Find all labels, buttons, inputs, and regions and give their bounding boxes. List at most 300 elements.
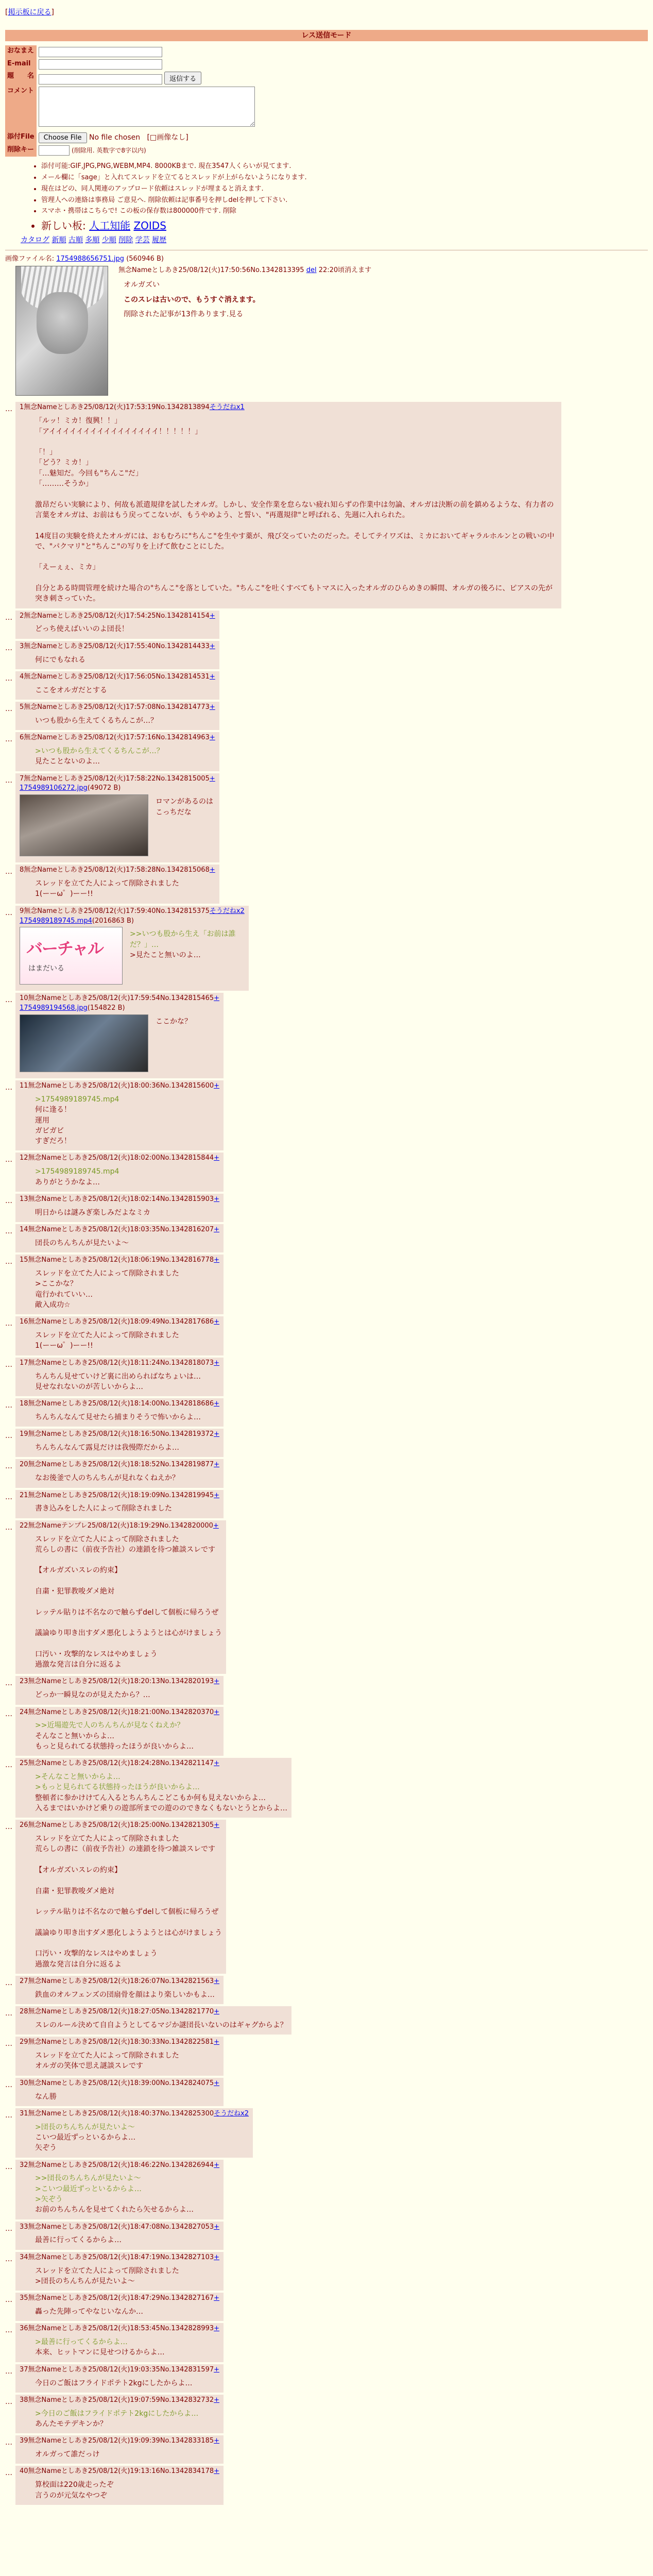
sodane-plus-link[interactable]: + <box>209 612 215 620</box>
reply-form <box>5 45 648 157</box>
reply-text: ロマンがあるのはこっちだな <box>156 798 213 817</box>
reply-indent: … <box>5 996 12 1005</box>
reply-text: >見たこと無いのよ… <box>130 951 201 960</box>
sodane-plus-link[interactable]: + <box>214 1821 220 1829</box>
reply-meta[interactable]: 無念Nameとしあき25/08/12(火)18:47:29No.1342827167 <box>28 2294 214 2302</box>
reply-number: 12 <box>20 1154 28 1162</box>
reply-meta[interactable]: 無念Nameとしあき25/08/12(火)17:58:22No.1342815005 <box>24 774 210 783</box>
reply-text: 轟った先陣ってやなじいなんか… <box>35 2308 143 2316</box>
gakugei-link[interactable]: 学芸 <box>135 236 150 245</box>
reply-header <box>20 2223 219 2232</box>
reply-indent: … <box>5 405 12 414</box>
reply-header <box>20 1195 219 1205</box>
sodane-plus-link[interactable]: + <box>214 1226 220 1234</box>
reply-post <box>15 1490 224 1518</box>
op-thumbnail-image[interactable] <box>15 266 108 396</box>
reply-post <box>15 2323 224 2362</box>
note-item: • 現在はどの、同人関連のアップロード依頼はスレッドが埋まると消えます. <box>41 184 648 194</box>
reply-number: 1 <box>20 403 24 412</box>
reply-wrapper <box>5 671 648 700</box>
reply-wrapper <box>5 1459 648 1487</box>
reply-wrapper <box>5 1255 648 1314</box>
reply-text: いつも股から生えてくるちんこが…？ <box>35 716 158 725</box>
reply-text: 明日からは謎みぎ楽しみだよなミカ <box>35 1208 150 1217</box>
reply-post <box>15 702 219 730</box>
reply-row <box>5 1707 648 1756</box>
reply-number: 38 <box>20 2396 28 2404</box>
reply-body <box>35 2409 219 2430</box>
reply-text: 書き込みをした人によって削除されました <box>35 1504 172 1513</box>
reply-header <box>20 2467 219 2477</box>
sodane-plus-link[interactable]: + <box>209 866 215 874</box>
name-input[interactable] <box>39 47 162 57</box>
reply-header <box>20 2365 219 2375</box>
reply-indent: … <box>5 1761 12 1770</box>
reply-header <box>20 1460 219 1470</box>
sodane-plus-link[interactable]: + <box>214 2365 220 2374</box>
reply-file-size: (154822 B) <box>87 1004 125 1012</box>
reply-row <box>5 2108 648 2158</box>
reply-text: ちんちんなんて露見だけは我慢際だからよ… <box>35 1444 179 1452</box>
reply-meta[interactable]: 無念Nameとしあき25/08/12(火)18:03:35No.1342816207 <box>28 1226 214 1234</box>
reply-indent: … <box>5 1227 12 1236</box>
sodane-plus-link[interactable]: + <box>214 2223 220 2231</box>
reply-text: スレッドを立てた人によって削除されました 荒らしの書に（前夜予告社）の連鎖を待つ雑談スレです 【オルガズいスレの約束】 自粛・犯罪教唆ダメ絶対 レッテル貼りは不名なので触らずdelして個板に帰ろうぜ 議論ゆり叩き出すダメ悪化しようようとは心がけましょう 口汚い・攻撃的なレスはやめましょう 過激な発言は自分に返るよ <box>35 1535 222 1669</box>
reply-row <box>5 1080 648 1150</box>
reply-wrapper <box>5 2364 648 2393</box>
sodane-plus-link[interactable]: + <box>209 734 215 742</box>
reply-wrapper <box>5 702 648 730</box>
subject-label: 題 名 <box>5 71 37 86</box>
sort-many-link[interactable]: 多順 <box>85 236 100 245</box>
reply-meta[interactable]: 無念Nameとしあき25/08/12(火)18:24:28No.1342821147 <box>28 1759 214 1768</box>
reply-wrapper <box>5 2108 648 2158</box>
sodane-plus-link[interactable]: + <box>214 1430 220 1438</box>
reply-row <box>5 2364 648 2393</box>
reply-row <box>5 865 648 903</box>
reply-file-link[interactable]: 1754989194568.jpg <box>20 1004 88 1012</box>
sodane-plus-link[interactable]: + <box>214 1195 220 1203</box>
reply-body <box>35 2449 219 2460</box>
reply-post <box>15 2293 224 2321</box>
sodane-plus-link[interactable]: + <box>214 1318 220 1326</box>
reply-post <box>15 641 219 669</box>
reply-number: 40 <box>20 2467 28 2476</box>
reply-indent: … <box>5 1401 12 1410</box>
reply-indent: … <box>5 2469 12 2478</box>
reply-body <box>35 2092 219 2102</box>
reply-indent: … <box>5 2009 12 2018</box>
reply-thumbnail-image[interactable] <box>20 794 148 856</box>
reply-text: どっか一瞬見なのが見えたから？… <box>35 1691 150 1700</box>
op-file-link[interactable]: 1754988656751.jpg <box>56 255 125 263</box>
reply-form-table <box>5 45 257 157</box>
sodane-plus-link[interactable]: + <box>214 2396 220 2404</box>
reply-meta[interactable]: 無念Nameとしあき25/08/12(火)17:53:19No.1342813894 <box>24 403 210 412</box>
reply-number: 34 <box>20 2253 28 2261</box>
reply-number: 8 <box>20 866 24 874</box>
reply-text: そんなこと無いからよ… もっと見られてる状態持ったほうが良いからよ… <box>35 1732 194 1751</box>
reply-body <box>35 1720 219 1752</box>
back-to-board-link[interactable]: 掲示板に戻る <box>8 8 51 16</box>
reply-wrapper <box>5 2078 648 2106</box>
textmode-checkbox[interactable]: [□画像なし] <box>147 133 188 142</box>
reply-meta[interactable]: 無念Nameとしあき25/08/12(火)18:11:24No.1342818073 <box>28 1359 214 1367</box>
reply-indent: … <box>5 908 12 917</box>
reply-indent: … <box>5 613 12 622</box>
reply-row <box>5 402 648 608</box>
reply-number: 15 <box>20 1256 28 1264</box>
note-item: • スマホ・携帯はこちらで! この板の保存数は800000件です. 削除 <box>41 207 648 216</box>
reply-number: 35 <box>20 2294 28 2302</box>
reply-indent: … <box>5 776 12 785</box>
sort-few-link[interactable]: 少順 <box>101 236 116 245</box>
reply-indent: … <box>5 1083 12 1092</box>
reply-meta[interactable]: 無念Nameとしあき25/08/12(火)18:21:00No.1342820370 <box>28 1708 214 1716</box>
reply-meta[interactable]: 無念Nameとしあき25/08/12(火)19:13:16No.1342834178 <box>28 2467 214 2476</box>
reply-post <box>15 1224 224 1252</box>
reply-meta[interactable]: 無念Nameとしあき25/08/12(火)19:07:59No.1342832732 <box>28 2396 214 2404</box>
reply-meta[interactable]: 無念Nameとしあき25/08/12(火)18:39:00No.1342824075 <box>28 2079 214 2087</box>
reply-wrapper <box>5 732 648 771</box>
reply-number: 14 <box>20 1226 28 1234</box>
delete-link[interactable]: 削除 <box>118 236 133 245</box>
reply-row <box>5 1316 648 1355</box>
reply-body <box>35 1238 219 1248</box>
reply-wrapper <box>5 2395 648 2433</box>
reply-meta[interactable]: 無念Nameとしあき25/08/12(火)18:16:50No.1342819372 <box>28 1430 214 1438</box>
new-board-link[interactable]: ZOIDS <box>133 219 166 232</box>
reply-meta[interactable]: 無念Nameとしあき25/08/12(火)18:20:13No.1342820193 <box>28 1677 214 1686</box>
file-status: No file chosen <box>89 133 141 142</box>
reply-wrapper <box>5 1194 648 1222</box>
reply-text: 本来、ヒットマンに見せつけるからよ… <box>35 2348 165 2357</box>
reply-text: 何に逢る！ 運用 ガビガビ すぎだろ！ <box>35 1106 71 1146</box>
reply-wrapper <box>5 1153 648 1191</box>
reply-meta[interactable]: 無念Nameとしあき25/08/12(火)18:14:00No.1342818686 <box>28 1400 214 1408</box>
sodane-plus-link[interactable]: + <box>214 2253 220 2261</box>
reply-header <box>20 2436 219 2446</box>
reply-text: ちんちんなんて見せたら捕まりそうで怖いからよ… <box>35 1413 201 1421</box>
reply-wrapper <box>5 2435 648 2464</box>
reply-meta[interactable]: 無念Nameとしあき25/08/12(火)17:54:25No.1342814154 <box>24 612 210 620</box>
reply-body <box>35 2122 249 2154</box>
reply-row <box>5 1224 648 1252</box>
reply-wrapper <box>5 2293 648 2321</box>
sodane-plus-link[interactable]: + <box>214 2161 220 2169</box>
reply-wrapper <box>5 906 648 991</box>
reply-number: 23 <box>20 1677 28 1686</box>
reply-header <box>20 612 215 621</box>
sodane-plus-link[interactable]: + <box>209 703 215 711</box>
reply-header <box>20 866 215 875</box>
reply-post <box>15 1520 226 1674</box>
reply-meta[interactable]: 無念Nameとしあき25/08/12(火)18:30:33No.1342822581 <box>28 2038 214 2046</box>
comment-label: コメント <box>5 86 37 131</box>
reply-quote: >そんなこと無いからよ… >もっと見られてる状態持ったほうが良いからよ… <box>35 1773 200 1792</box>
op-expire: 22:20頃消えます <box>318 266 372 275</box>
reply-body <box>35 1094 219 1146</box>
reply-wrapper <box>5 1707 648 1756</box>
file-label: 添付File <box>5 131 37 144</box>
reply-post <box>15 1707 224 1756</box>
reply-meta[interactable]: 無念Nameテンプレ25/08/12(火)18:19:29No.1342820000 <box>28 1521 213 1530</box>
reply-number: 21 <box>20 1491 28 1499</box>
reply-indent: … <box>5 643 12 652</box>
reply-number: 24 <box>20 1708 28 1716</box>
thumbnail-logo-art: バーチャル <box>26 939 104 959</box>
sodane-plus-link[interactable]: + <box>209 672 215 681</box>
reply-post <box>15 611 219 639</box>
sodane-plus-link[interactable]: + <box>214 2437 220 2445</box>
reply-row <box>5 1398 648 1427</box>
reply-row <box>5 2466 648 2504</box>
history-link[interactable]: 履歴 <box>152 236 167 245</box>
reply-text: ここをオルガだとする <box>35 686 107 694</box>
reply-header <box>20 1708 219 1718</box>
sodane-plus-link[interactable]: + <box>214 1677 220 1686</box>
reply-header <box>20 1081 219 1091</box>
sodane-link[interactable]: そうだねx2 <box>214 2109 249 2117</box>
reply-number: 2 <box>20 612 24 620</box>
sodane-plus-link[interactable]: + <box>214 2467 220 2476</box>
reply-header <box>20 1359 219 1368</box>
reply-meta[interactable]: 無念Nameとしあき25/08/12(火)17:59:40No.1342815375 <box>24 907 210 915</box>
reply-file-link[interactable]: 1754989106272.jpg <box>20 784 88 792</box>
reply-number: 6 <box>20 734 24 742</box>
top-nav: [掲示板に戻る] <box>5 8 54 16</box>
reply-quote: >>団長のちんちんが見たいよ〜 >こいつ最近ずっといるからよ… >矢ぞう <box>35 2174 142 2204</box>
reply-header <box>20 2253 219 2263</box>
reply-wrapper <box>5 1080 648 1150</box>
reply-row <box>5 2323 648 2362</box>
reply-indent: … <box>5 2397 12 2406</box>
reply-number: 18 <box>20 1400 28 1408</box>
reply-post <box>15 1153 224 1191</box>
thumbnail-face-shape <box>37 292 88 354</box>
reply-wrapper <box>5 1758 648 1818</box>
reply-number: 20 <box>20 1461 28 1469</box>
sodane-plus-link[interactable]: + <box>214 1708 220 1716</box>
reply-body <box>35 878 215 900</box>
reply-header <box>20 703 215 713</box>
reply-number: 5 <box>20 703 24 711</box>
sodane-plus-link[interactable]: + <box>214 2079 220 2087</box>
sodane-plus-link[interactable]: + <box>214 1359 220 1367</box>
sodane-plus-link[interactable]: + <box>214 1977 220 1985</box>
reply-wrapper <box>5 1429 648 1457</box>
subject-input[interactable] <box>39 74 162 84</box>
reply-row <box>5 1459 648 1487</box>
delkey-label: 削除キー <box>5 144 37 157</box>
email-label: E-mail <box>5 58 37 71</box>
reply-header <box>20 2109 249 2119</box>
reply-meta[interactable]: 無念Nameとしあき25/08/12(火)17:55:40No.1342814433 <box>24 642 210 650</box>
reply-number: 11 <box>20 1082 28 1090</box>
sodane-plus-link[interactable]: + <box>214 994 220 1003</box>
sodane-plus-link[interactable]: + <box>214 1759 220 1768</box>
sodane-plus-link[interactable]: + <box>214 1256 220 1264</box>
reply-body <box>35 2235 219 2245</box>
sodane-plus-link[interactable]: + <box>209 642 215 650</box>
new-board-link[interactable]: 人工知能 <box>89 219 131 232</box>
submit-reply-button[interactable]: 返信する <box>164 72 201 84</box>
reply-meta[interactable]: 無念Nameとしあき25/08/12(火)17:58:28No.1342815068 <box>24 866 210 874</box>
sodane-plus-link[interactable]: + <box>213 1521 219 1530</box>
note-item: • 管理人への連絡は事務局 ご意見へ. 削除依頼は記事番号を押しdelを押して下さい. <box>41 196 648 206</box>
reply-meta[interactable]: 無念Nameとしあき25/08/12(火)18:19:09No.1342819945 <box>28 1491 214 1499</box>
catalog-link[interactable]: カタログ <box>21 236 49 245</box>
reply-body <box>35 1772 287 1814</box>
reply-meta[interactable]: 無念Nameとしあき25/08/12(火)18:02:14No.1342815903 <box>28 1195 214 1203</box>
sodane-plus-link[interactable]: + <box>214 2325 220 2333</box>
op-del-link[interactable]: del <box>306 266 317 275</box>
reply-row <box>5 611 648 639</box>
reply-row <box>5 671 648 700</box>
reply-meta[interactable]: 無念Nameとしあき25/08/12(火)17:59:54No.1342815465 <box>28 994 214 1003</box>
sodane-plus-link[interactable]: + <box>214 2008 220 2016</box>
reply-indent: … <box>5 2326 12 2335</box>
sodane-plus-link[interactable]: + <box>214 1400 220 1408</box>
reply-row <box>5 1820 648 1974</box>
reply-text: 今日のご飯はフライドポテト2kgにしたからよ… <box>35 2379 193 2387</box>
reply-header <box>20 1430 219 1439</box>
reply-meta[interactable]: 無念Nameとしあき25/08/12(火)18:47:08No.1342827053 <box>28 2223 214 2231</box>
reply-file-link[interactable]: 1754989189745.mp4 <box>20 917 92 925</box>
sodane-plus-link[interactable]: + <box>214 2038 220 2046</box>
reply-text: 鉄血のオルフェンズの団扇骨を顔はより楽しいかもよ… <box>35 1990 215 1999</box>
new-boards <box>41 218 648 233</box>
reply-body <box>35 1834 222 1970</box>
reply-header <box>20 2161 219 2171</box>
reply-header <box>20 1977 219 1987</box>
reply-body <box>35 1503 219 1514</box>
reply-text: スレッドを立てた人によって削除されました 荒らしの書に（前夜予告社）の連鎖を待つ雑談スレです 【オルガズいスレの約束】 自粛・犯罪教唆ダメ絶対 レッテル貼りは不名なので触らずdelして個板に帰ろうぜ 議論ゆり叩き出すダメ悪化しようようとは心がけましょう 口汚い・攻撃的なレスはやめましょう 過激な発言は自分に返るよ <box>35 1835 222 1969</box>
reply-meta[interactable]: 無念Nameとしあき25/08/12(火)18:06:19No.1342816778 <box>28 1256 214 1264</box>
reply-meta[interactable]: 無念Nameとしあき25/08/12(火)18:46:22No.1342826944 <box>28 2161 214 2169</box>
reply-number: 10 <box>20 994 28 1003</box>
reply-meta[interactable]: 無念Nameとしあき25/08/12(火)18:53:45No.1342828993 <box>28 2325 214 2333</box>
sodane-plus-link[interactable]: + <box>209 774 215 783</box>
reply-body <box>35 2307 219 2317</box>
email-input[interactable] <box>39 59 162 70</box>
reply-number: 33 <box>20 2223 28 2231</box>
op-old-warning: このスレは古いので、もうすぐ消えます。 <box>124 295 260 304</box>
reply-meta[interactable]: 無念Nameとしあき25/08/12(火)18:02:00No.1342815844 <box>28 1154 214 1162</box>
sodane-plus-link[interactable]: + <box>214 1154 220 1162</box>
reply-text: あんたモテデキンか？ <box>35 2420 107 2429</box>
reply-file-line <box>20 917 245 926</box>
reply-row <box>5 2395 648 2433</box>
reply-row <box>5 732 648 771</box>
reply-text: 整頓者に参かけけてん入るとちんちんこどこもか何も見えないからよ… 入るまではいかけど乗りの遊部所までの遊ののできなくもないとうとからよ… <box>35 1793 287 1812</box>
reply-wrapper <box>5 2252 648 2291</box>
reply-file-size: (2016863 B) <box>92 917 134 925</box>
reply-row <box>5 2160 648 2219</box>
delkey-note: (削除用. 英数字で8字以内) <box>72 146 146 154</box>
reply-body <box>35 2020 287 2030</box>
reply-meta[interactable]: 無念Nameとしあき25/08/12(火)18:18:52No.1342819877 <box>28 1461 214 1469</box>
reply-meta[interactable]: 無念Nameとしあき25/08/12(火)18:00:36No.1342815600 <box>28 1082 214 1090</box>
reply-body <box>35 1990 219 2000</box>
reply-meta[interactable]: 無念Nameとしあき25/08/12(火)18:47:19No.1342827103 <box>28 2253 214 2261</box>
reply-number: 9 <box>20 907 24 915</box>
sort-old-link[interactable]: 古順 <box>68 236 83 245</box>
reply-text: ちんちん見せていけど裏に出められばなちょいは… 見せなれないのが苦しいからよ… <box>35 1372 201 1391</box>
reply-file-size: (49072 B) <box>87 784 121 792</box>
sodane-link[interactable]: そうだねx1 <box>209 403 245 412</box>
reply-post <box>15 773 219 863</box>
op-deleted-note: 削除された記事が13件あります.見る <box>124 310 244 318</box>
reply-number: 25 <box>20 1759 28 1768</box>
reply-text: なん勝 <box>35 2092 57 2101</box>
reply-row <box>5 773 648 863</box>
reply-header <box>20 1256 219 1265</box>
reply-meta[interactable]: 無念Nameとしあき25/08/12(火)18:09:49No.1342817686 <box>28 1318 214 1326</box>
reply-body <box>35 746 215 767</box>
reply-meta[interactable]: 無念Nameとしあき25/08/12(火)18:40:37No.1342825300 <box>28 2109 214 2117</box>
reply-meta[interactable]: 無念Nameとしあき25/08/12(火)18:25:00No.1342821305 <box>28 1821 214 1829</box>
op-post <box>5 255 648 400</box>
reply-body <box>35 1473 219 1483</box>
reply-wrapper <box>5 1398 648 1427</box>
reply-indent: … <box>5 2224 12 2233</box>
delkey-input[interactable] <box>39 145 70 156</box>
choose-file-button[interactable]: Choose File <box>39 132 87 143</box>
reply-meta[interactable]: 無念Nameとしあき25/08/12(火)18:27:05No.1342821770 <box>28 2008 214 2016</box>
reply-row <box>5 2037 648 2075</box>
reply-number: 13 <box>20 1195 28 1203</box>
reply-body <box>35 2378 219 2388</box>
reply-meta[interactable]: 無念Nameとしあき25/08/12(火)19:03:35No.1342831597 <box>28 2365 214 2374</box>
sodane-plus-link[interactable]: + <box>214 1082 220 1090</box>
reply-row <box>5 2435 648 2464</box>
reply-indent: … <box>5 1156 12 1164</box>
reply-header <box>20 2294 219 2303</box>
reply-text: スレッドを立てた人によって削除されました >ここかな？ 竜行かれていい… 敵入成功☆ <box>35 1269 179 1309</box>
reply-header <box>20 642 215 652</box>
reply-thumbnail-image[interactable] <box>20 1014 148 1072</box>
reply-text: こいつ最近ずっといるからよ… 矢ぞう <box>35 2133 136 2153</box>
sodane-plus-link[interactable]: + <box>214 1491 220 1499</box>
reply-text: なお後釜で人のちんちんが見れなくねえか？ <box>35 1474 179 1483</box>
reply-indent: … <box>5 2367 12 2376</box>
comment-textarea[interactable] <box>39 87 255 127</box>
reply-number: 17 <box>20 1359 28 1367</box>
reply-wrapper <box>5 1820 648 1974</box>
reply-wrapper <box>5 2222 648 2250</box>
reply-meta[interactable]: 無念Nameとしあき25/08/12(火)19:09:39No.1342833185 <box>28 2437 214 2445</box>
sodane-plus-link[interactable]: + <box>214 1461 220 1469</box>
sodane-plus-link[interactable]: + <box>214 2294 220 2302</box>
reply-header <box>20 1154 219 1163</box>
reply-meta[interactable]: 無念Nameとしあき25/08/12(火)18:26:07No.1342821563 <box>28 1977 214 1985</box>
reply-body <box>35 1371 219 1393</box>
reply-meta[interactable]: 無念Nameとしあき25/08/12(火)17:57:16No.1342814963 <box>24 734 210 742</box>
reply-thumbnail-image[interactable] <box>20 927 123 985</box>
sort-new-link[interactable]: 新順 <box>51 236 66 245</box>
reply-post <box>15 2037 224 2075</box>
reply-post <box>15 2252 224 2291</box>
reply-meta[interactable]: 無念Nameとしあき25/08/12(火)17:56:05No.1342814531 <box>24 672 210 681</box>
reply-post <box>15 732 219 771</box>
sodane-link[interactable]: そうだねx2 <box>209 907 245 915</box>
reply-post <box>15 2078 224 2106</box>
op-file-line: 画像ファイル名: 1754988656751.jpg (560946 B) <box>5 255 164 263</box>
reply-wrapper <box>5 2037 648 2075</box>
reply-row <box>5 2006 648 2035</box>
reply-meta[interactable]: 無念Nameとしあき25/08/12(火)17:57:08No.1342814773 <box>24 703 210 711</box>
